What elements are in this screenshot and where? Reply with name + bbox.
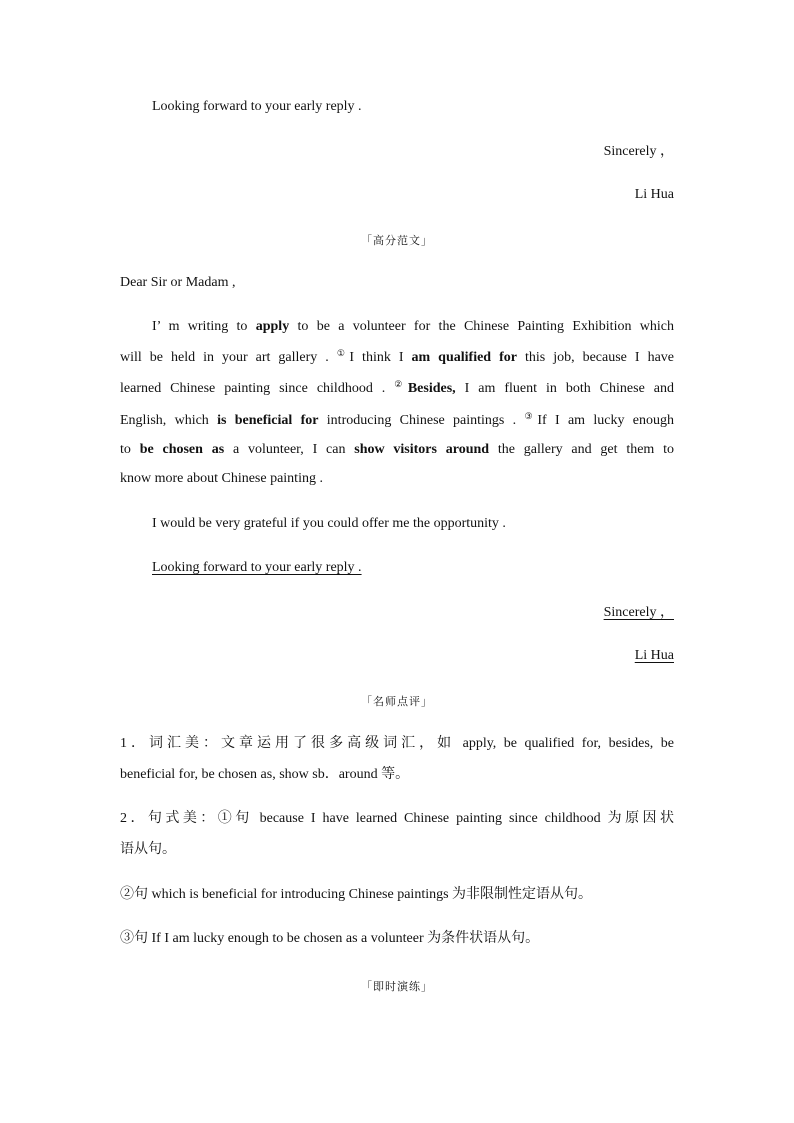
signature: Li Hua	[634, 187, 674, 202]
paragraph-line: learned Chinese painting since childhood . ②Besides, I am fluent in both Chinese and	[120, 379, 674, 396]
closing-line: Looking forward to your early reply .	[152, 560, 362, 575]
section-heading-teacher-comment: 「名师点评」	[361, 695, 433, 708]
paragraph-line: to be chosen as a volunteer, I can show visitors around the gallery and get them to	[120, 442, 674, 457]
paragraph-line: will be held in your art gallery . ①I think I am qualified for this job, because I have	[120, 348, 674, 365]
comment-line: beneficial for, be chosen as, show sb．around 等。	[120, 767, 410, 782]
comment-line: 2．句式美：①句 because I have learned Chinese painting since childhood 为原因状	[120, 811, 674, 826]
closing-line: Looking forward to your early reply .	[152, 99, 362, 114]
signature: Li Hua	[634, 648, 674, 663]
paragraph-line: I would be very grateful if you could offer me the opportunity .	[152, 516, 506, 531]
sign-off: Sincerely ，	[603, 605, 674, 620]
salutation: Dear Sir or Madam ,	[120, 275, 236, 290]
sign-off: Sincerely ，	[603, 144, 674, 159]
comment-line: ③句 If I am lucky enough to be chosen as a volunteer 为条件状语从句。	[120, 931, 540, 946]
paragraph-line: know more about Chinese painting .	[120, 471, 323, 486]
section-heading-practice: 「即时演练」	[361, 980, 433, 993]
section-heading-model-essay: 「高分范文」	[361, 234, 433, 247]
paragraph-line: I’ m writing to apply to be a volunteer for the Chinese Painting Exhibition which	[152, 319, 674, 334]
comment-line: 语从句。	[120, 842, 176, 857]
comment-line: ②句 which is beneficial for introducing Chinese paintings 为非限制性定语从句。	[120, 887, 593, 902]
comment-line: 1．词汇美：文章运用了很多高级词汇，如 apply, be qualified for, besides, be	[120, 736, 674, 751]
paragraph-line: English, which is beneficial for introducing Chinese paintings . ③If I am lucky enough	[120, 411, 674, 428]
